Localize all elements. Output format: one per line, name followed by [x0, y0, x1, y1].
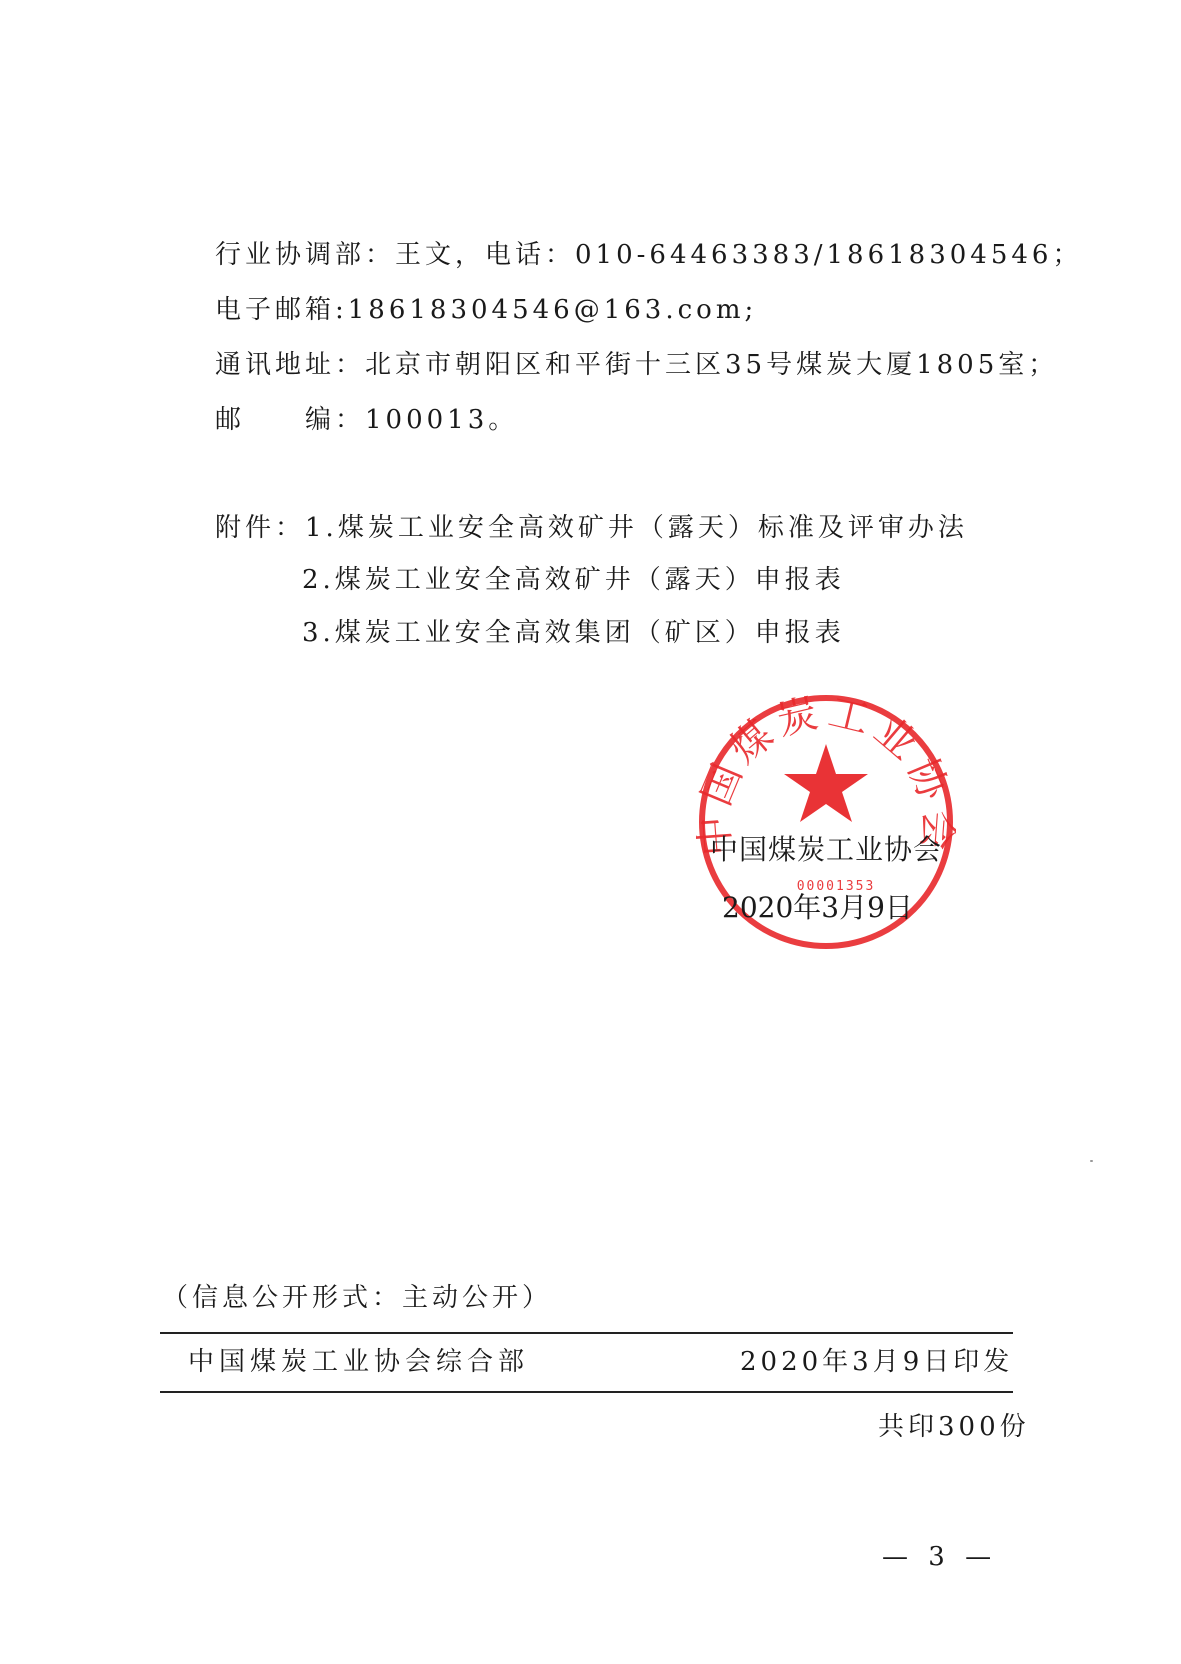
- seal-star-icon: [784, 744, 868, 822]
- contact-postcode: [215, 407, 518, 433]
- attachment-item-2: 2.煤炭工业安全高效矿井（露天）申报表: [302, 565, 845, 595]
- attachment-item-3: 3.煤炭工业安全高效集团（矿区）申报表: [302, 618, 845, 648]
- contact-department-phone: 行业协调部：王文，电话：010-64463383/18618304546；: [215, 240, 1083, 270]
- footer-rule-top: [160, 1332, 1013, 1334]
- attachments-label: 附件：: [215, 513, 306, 543]
- scan-speck: [1090, 1160, 1093, 1162]
- copies-count: 共印300份: [878, 1412, 1030, 1442]
- issuing-office: 中国煤炭工业协会综合部: [188, 1347, 530, 1377]
- attachment-text-1: 1.煤炭工业安全高效矿井（露天）标准及评审办法: [305, 513, 968, 543]
- seal-serial: 00001353: [796, 879, 876, 894]
- attachment-item-1: [215, 515, 968, 541]
- postcode-label-a: 邮: [215, 405, 246, 435]
- page-number: — 3 —: [882, 1542, 998, 1572]
- postcode-label-b: 编：100013。: [305, 405, 519, 435]
- contact-email: 电子邮箱:18618304546@163.com;: [215, 295, 758, 325]
- seal-text: 国煤炭工业协: [696, 692, 956, 813]
- print-date: 2020年3月9日印发: [740, 1347, 1014, 1377]
- disclosure-form: （信息公开形式：主动公开）: [162, 1283, 553, 1313]
- contact-address: 通讯地址：北京市朝阳区和平街十三区35号煤炭大厦1805室；: [215, 350, 1059, 380]
- footer-rule-bottom: [160, 1391, 1013, 1393]
- issue-date: 2020年3月9日: [722, 891, 913, 924]
- issuer-name: 中国煤炭工业协会: [710, 833, 943, 866]
